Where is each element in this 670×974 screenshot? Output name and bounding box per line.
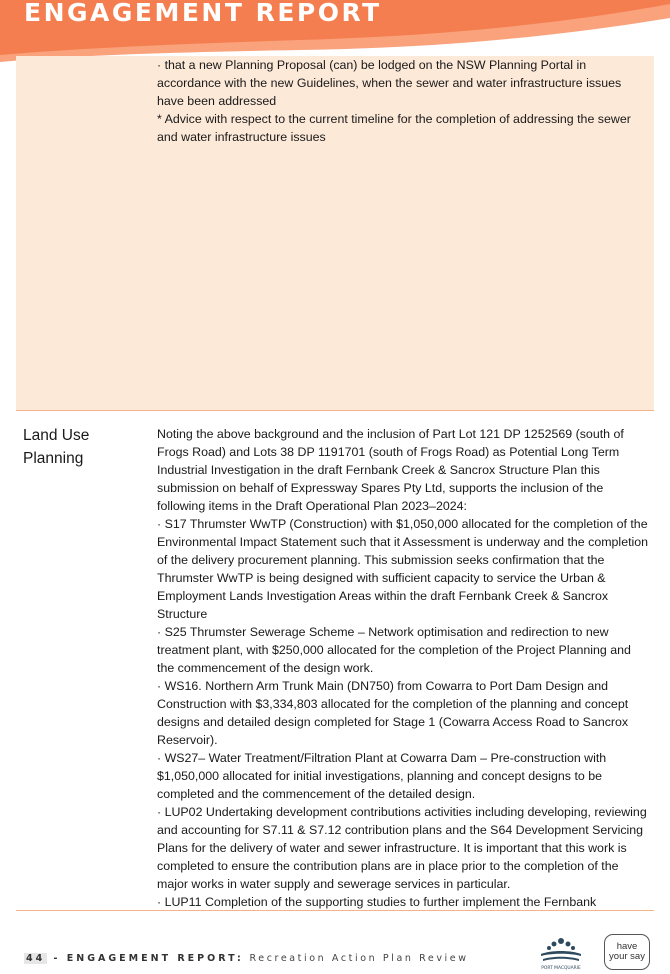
paragraph: · WS16. Northern Arm Trunk Main (DN750) from Cowarra to Port Dam Design and Construction with $3,334,803 allocated for the completion of the planning and concept designs and detailed design completed for Stage 1 (Cowarra Access Road to Sancrox Reservoir).	[157, 679, 629, 747]
row-1-content	[157, 56, 651, 146]
paragraph: * Advice with respect to the current timeline for the completion of addressing the sewer and water infrastructure issues	[157, 112, 631, 144]
row-divider	[16, 910, 654, 911]
paragraph: · LUP02 Undertaking development contributions activities including developing, reviewing and accounting for S7.11 & S7.12 contribution plans and the S64 Development Servicing Plans for the delivery of water and sewer infrastructure. It is important that this work is completed to ensure the contribution plans are in place prior to the completion of the major works in water supply and sewerage services in particular.	[157, 805, 647, 891]
badge-line: have	[616, 941, 638, 952]
row-label: Land Use Planning	[23, 427, 90, 467]
paragraph: · WS27– Water Treatment/Filtration Plant at Cowarra Dam – Pre-construction with $1,050,000 allocated for initial investigations, planning and concept designs to be completed and the commencement of the detailed design.	[157, 751, 607, 801]
paragraph: · S17 Thrumster WwTP (Construction) with $1,050,000 allocated for the completion of the Environmental Impact Statement such that it Assessment is underway and the completion of the delivery procurement planning. This submission seeks confirmation that the Thrumster WwTP is being designed with sufficient capacity to service the Urban & Employment Lands Investigation Areas within the draft Fernbank Creek & Sancrox Structure	[157, 517, 649, 621]
footer-report-label: ENGAGEMENT REPORT:	[66, 953, 244, 964]
report-title: ENGAGEMENT REPORT	[24, 0, 382, 27]
page-footer	[24, 953, 469, 964]
page-number: 44	[26, 953, 46, 964]
paragraph: · that a new Planning Proposal (can) be lodged on the NSW Planning Portal in accordance with the new Guidelines, when the sewer and water infrastructure issues have been addressed	[157, 58, 622, 108]
footer-report-subtitle: Recreation Action Plan Review	[243, 953, 469, 964]
badge-line: your say	[609, 951, 645, 962]
logo-text: PORT MACQUARIE	[541, 966, 581, 970]
footer-separator: -	[47, 953, 67, 964]
have-your-say-badge	[604, 934, 650, 970]
row-2-content	[157, 425, 651, 911]
paragraph: · S25 Thrumster Sewerage Scheme – Network optimisation and redirection to new treatment plant, with $250,000 allocated for the completion of the Project Planning and the commencement of the design work.	[157, 625, 631, 675]
paragraph: · LUP11 Completion of the supporting studies to further implement the Fernbank	[157, 895, 597, 909]
port-macquarie-logo	[537, 936, 585, 970]
council-emblem-icon	[537, 936, 585, 970]
paragraph: Noting the above background and the inclusion of Part Lot 121 DP 1252569 (south of Frogs Road) and Lots 38 DP 1191701 (south of Frogs Road) as Potential Long Term Industrial Investigation in the draft Fernbank Creek & Sancrox Structure Plan this submission on behalf of Expressway Spares Pty Ltd, supports the inclusion of the following items in the Draft Operational Plan 2023–2024:	[157, 427, 624, 513]
